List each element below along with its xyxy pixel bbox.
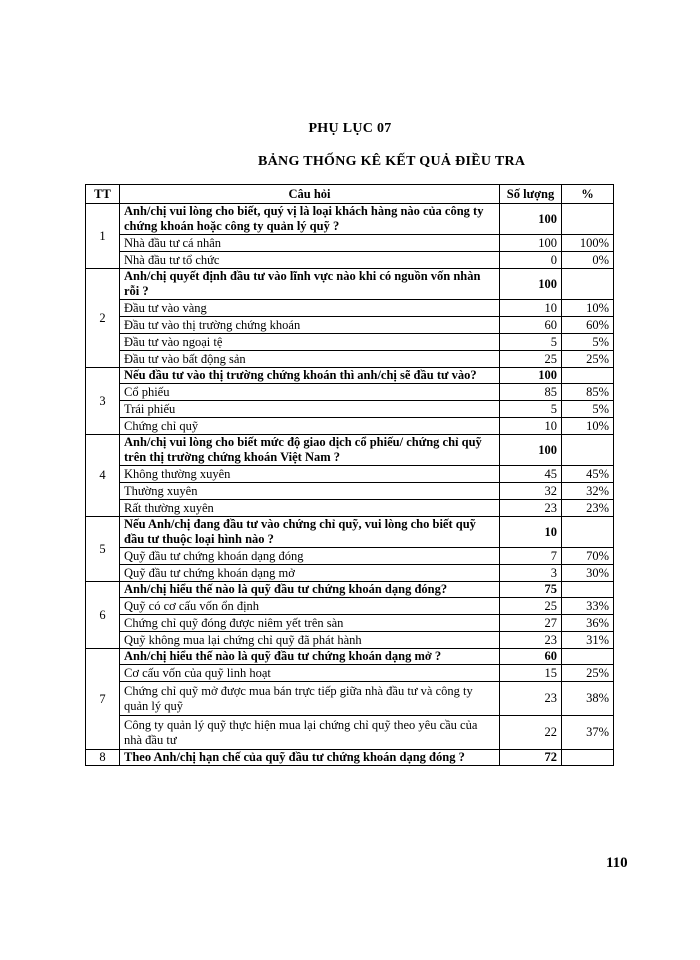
option-percent: 23% [562,500,614,517]
option-count: 85 [500,384,562,401]
option-row [86,334,614,351]
option-count: 23 [500,682,562,716]
question-row [86,269,614,300]
option-row [86,300,614,317]
option-percent: 36% [562,615,614,632]
question-total: 72 [500,750,562,766]
header-question: Câu hỏi [120,185,500,204]
option-label: Nhà đầu tư tổ chức [120,252,500,269]
option-percent: 70% [562,548,614,565]
option-percent: 100% [562,235,614,252]
option-percent: 25% [562,665,614,682]
option-count: 23 [500,500,562,517]
question-total: 10 [500,517,562,548]
option-label: Đầu tư vào thị trường chứng khoán [120,317,500,334]
option-label: Quỹ không mua lại chứng chỉ quỹ đã phát hành [120,632,500,649]
question-text: Nếu Anh/chị đang đầu tư vào chứng chỉ quỹ, vui lòng cho biết quỹ đầu tư thuộc loại hình nào ? [120,517,500,548]
option-percent: 30% [562,565,614,582]
option-count: 7 [500,548,562,565]
option-label: Công ty quản lý quỹ thực hiện mua lại chứng chỉ quỹ theo yêu cầu của nhà đầu tư [120,716,500,750]
option-row [86,598,614,615]
option-label: Đầu tư vào vàng [120,300,500,317]
option-percent: 32% [562,483,614,500]
option-count: 25 [500,351,562,368]
question-text: Nếu đầu tư vào thị trường chứng khoán thì anh/chị sẽ đầu tư vào? [120,368,500,384]
option-label: Chứng chỉ quỹ [120,418,500,435]
survey-results-table [85,184,614,766]
option-label: Cổ phiếu [120,384,500,401]
header-percent: % [562,185,614,204]
option-label: Không thường xuyên [120,466,500,483]
option-label: Đầu tư vào ngoại tệ [120,334,500,351]
option-label: Cơ cấu vốn của quỹ linh hoạt [120,665,500,682]
question-row [86,204,614,235]
option-percent: 5% [562,401,614,418]
page-number: 110 [606,855,628,871]
question-text: Anh/chị vui lòng cho biết mức độ giao dịch cổ phiếu/ chứng chỉ quỹ trên thị trường chứng khoán Việt Nam ? [120,435,500,466]
option-percent: 37% [562,716,614,750]
option-percent: 10% [562,418,614,435]
option-row [86,418,614,435]
header-count: Số lượng [500,185,562,204]
question-row [86,649,614,665]
question-row [86,517,614,548]
option-label: Đầu tư vào bất động sản [120,351,500,368]
table-title: BẢNG THỐNG KÊ KẾT QUẢ ĐIỀU TRA [258,154,526,169]
option-row [86,235,614,252]
option-label: Thường xuyên [120,483,500,500]
option-label: Rất thường xuyên [120,500,500,517]
option-row [86,351,614,368]
option-count: 27 [500,615,562,632]
option-row [86,401,614,418]
option-row [86,466,614,483]
option-row [86,384,614,401]
option-count: 45 [500,466,562,483]
option-percent: 33% [562,598,614,615]
option-percent: 5% [562,334,614,351]
question-total: 100 [500,204,562,235]
option-label: Quỹ có cơ cấu vốn ổn định [120,598,500,615]
option-label: Chứng chỉ quỹ đóng được niêm yết trên sàn [120,615,500,632]
option-percent: 31% [562,632,614,649]
option-row [86,565,614,582]
question-row [86,750,614,766]
appendix-heading: PHỤ LỤC 07 [308,121,392,136]
question-row [86,582,614,598]
option-row [86,632,614,649]
option-row [86,500,614,517]
question-number: 2 [86,269,120,368]
option-count: 60 [500,317,562,334]
option-row [86,548,614,565]
option-count: 10 [500,418,562,435]
option-count: 0 [500,252,562,269]
option-count: 32 [500,483,562,500]
option-percent: 45% [562,466,614,483]
option-count: 100 [500,235,562,252]
question-number: 7 [86,649,120,750]
option-row [86,716,614,750]
question-text: Anh/chị vui lòng cho biết, quý vị là loại khách hàng nào của công ty chứng khoán hoặc công ty quản lý quỹ ? [120,204,500,235]
question-total: 100 [500,269,562,300]
header-tt: TT [86,185,120,204]
option-row [86,615,614,632]
option-row [86,483,614,500]
option-count: 10 [500,300,562,317]
option-count: 22 [500,716,562,750]
question-number: 8 [86,750,120,766]
option-count: 25 [500,598,562,615]
option-count: 5 [500,334,562,351]
question-number: 6 [86,582,120,649]
option-count: 23 [500,632,562,649]
question-row [86,368,614,384]
option-label: Quỹ đầu tư chứng khoán dạng đóng [120,548,500,565]
question-number: 3 [86,368,120,435]
option-percent: 60% [562,317,614,334]
question-row [86,435,614,466]
question-total: 100 [500,368,562,384]
option-label: Nhà đầu tư cá nhân [120,235,500,252]
option-percent: 38% [562,682,614,716]
question-text: Anh/chị hiểu thế nào là quỹ đầu tư chứng khoán dạng đóng? [120,582,500,598]
option-row [86,665,614,682]
option-row [86,317,614,334]
option-percent: 10% [562,300,614,317]
question-number: 1 [86,204,120,269]
question-number: 5 [86,517,120,582]
option-percent: 85% [562,384,614,401]
table-header-row [86,185,614,204]
question-total: 100 [500,435,562,466]
question-text: Anh/chị quyết định đầu tư vào lĩnh vực nào khi có nguồn vốn nhàn rỗi ? [120,269,500,300]
option-percent: 0% [562,252,614,269]
option-label: Chứng chỉ quỹ mở được mua bán trực tiếp giữa nhà đầu tư và công ty quản lý quỹ [120,682,500,716]
option-count: 5 [500,401,562,418]
option-label: Quỹ đầu tư chứng khoán dạng mở [120,565,500,582]
question-number: 4 [86,435,120,517]
option-count: 3 [500,565,562,582]
option-percent: 25% [562,351,614,368]
question-text: Anh/chị hiểu thế nào là quỹ đầu tư chứng khoán dạng mở ? [120,649,500,665]
option-count: 15 [500,665,562,682]
option-label: Trái phiếu [120,401,500,418]
question-total: 60 [500,649,562,665]
option-row [86,252,614,269]
question-text: Theo Anh/chị hạn chế của quỹ đầu tư chứng khoán dạng đóng ? [120,750,500,766]
question-total: 75 [500,582,562,598]
option-row [86,682,614,716]
